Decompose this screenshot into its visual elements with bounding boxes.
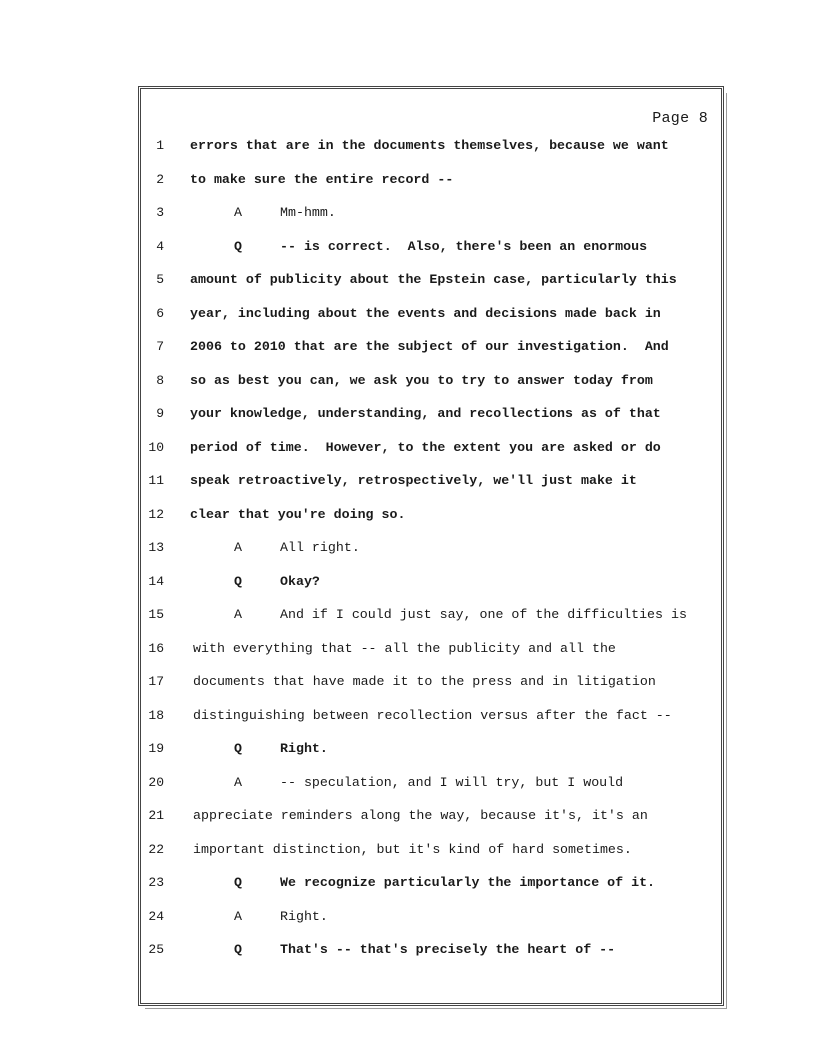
speaker-label: Q <box>234 875 242 890</box>
transcript-line <box>0 572 816 596</box>
transcript-line <box>0 404 816 428</box>
line-text: Mm-hmm. <box>280 205 336 220</box>
line-text: appreciate reminders along the way, because it's, it's an <box>193 808 648 823</box>
line-text: Right. <box>280 741 328 756</box>
line-number: 4 <box>156 238 164 254</box>
transcript-line <box>0 538 816 562</box>
transcript-line <box>0 773 816 797</box>
line-text: year, including about the events and decisions made back in <box>190 305 661 321</box>
line-number: 3 <box>156 205 164 220</box>
speaker-label: Q <box>234 741 242 756</box>
line-number: 19 <box>148 741 164 756</box>
transcript-line <box>0 471 816 495</box>
transcript-line <box>0 907 816 931</box>
line-number: 7 <box>156 339 164 354</box>
transcript-line <box>0 170 816 194</box>
speaker-label: A <box>234 774 242 790</box>
line-text: errors that are in the documents themselves, because we want <box>190 138 669 153</box>
line-number: 2 <box>156 171 164 187</box>
line-text: period of time. However, to the extent you are asked or do <box>190 439 661 455</box>
transcript-line <box>0 840 816 864</box>
page-number: Page 8 <box>652 110 708 127</box>
line-number: 12 <box>148 506 164 522</box>
line-text: to make sure the entire record -- <box>190 171 454 187</box>
line-number: 8 <box>156 372 164 388</box>
line-number: 1 <box>156 138 164 153</box>
transcript-line <box>0 270 816 294</box>
line-text: amount of publicity about the Epstein case, particularly this <box>190 272 677 287</box>
transcript-line <box>0 873 816 897</box>
transcript-line <box>0 505 816 529</box>
line-number: 9 <box>156 406 164 421</box>
line-number: 22 <box>148 841 164 857</box>
transcript-line <box>0 639 816 663</box>
line-number: 5 <box>156 272 164 287</box>
line-text: important distinction, but it's kind of hard sometimes. <box>193 841 632 857</box>
transcript-line <box>0 203 816 227</box>
line-text: distinguishing between recollection versus after the fact -- <box>193 707 672 723</box>
speaker-label: A <box>234 607 242 622</box>
transcript-line <box>0 438 816 462</box>
transcript-line <box>0 304 816 328</box>
line-text: And if I could just say, one of the difficulties is <box>280 607 687 622</box>
line-text: -- speculation, and I will try, but I would <box>280 774 624 790</box>
line-number: 16 <box>148 640 164 656</box>
line-text: We recognize particularly the importance of it. <box>280 875 656 890</box>
speaker-label: A <box>234 540 242 555</box>
line-number: 13 <box>148 540 164 555</box>
line-number: 11 <box>148 473 164 488</box>
line-number: 14 <box>148 573 164 589</box>
speaker-label: Q <box>234 942 242 957</box>
line-number: 23 <box>148 875 164 890</box>
line-text: All right. <box>280 540 360 555</box>
transcript-line <box>0 237 816 261</box>
transcript-line <box>0 136 816 160</box>
transcript-line <box>0 337 816 361</box>
speaker-label: Q <box>234 573 242 589</box>
speaker-label: A <box>234 205 242 220</box>
line-number: 18 <box>148 707 164 723</box>
transcript-line <box>0 605 816 629</box>
speaker-label: A <box>234 908 242 924</box>
line-text: Right. <box>280 908 328 924</box>
line-text: Okay? <box>280 573 320 589</box>
line-number: 6 <box>156 305 164 321</box>
line-number: 17 <box>148 674 164 689</box>
line-text: clear that you're doing so. <box>190 506 406 522</box>
line-number: 25 <box>148 942 164 957</box>
line-number: 20 <box>148 774 164 790</box>
line-text: 2006 to 2010 that are the subject of our investigation. And <box>190 339 669 354</box>
line-text: -- is correct. Also, there's been an enormous <box>280 238 648 254</box>
line-number: 24 <box>148 908 164 924</box>
transcript-line <box>0 706 816 730</box>
transcript-line <box>0 739 816 763</box>
transcript-line <box>0 806 816 830</box>
line-number: 15 <box>148 607 164 622</box>
transcript-line <box>0 672 816 696</box>
line-text: so as best you can, we ask you to try to answer today from <box>190 372 653 388</box>
speaker-label: Q <box>234 238 242 254</box>
line-text: your knowledge, understanding, and recollections as of that <box>190 406 661 421</box>
line-text: documents that have made it to the press and in litigation <box>193 674 656 689</box>
line-number: 10 <box>148 439 164 455</box>
line-text: speak retroactively, retrospectively, we'll just make it <box>190 473 637 488</box>
transcript-line <box>0 371 816 395</box>
transcript-line <box>0 940 816 964</box>
line-number: 21 <box>148 808 164 823</box>
line-text: with everything that -- all the publicity and all the <box>193 640 616 656</box>
line-text: That's -- that's precisely the heart of -- <box>280 942 616 957</box>
